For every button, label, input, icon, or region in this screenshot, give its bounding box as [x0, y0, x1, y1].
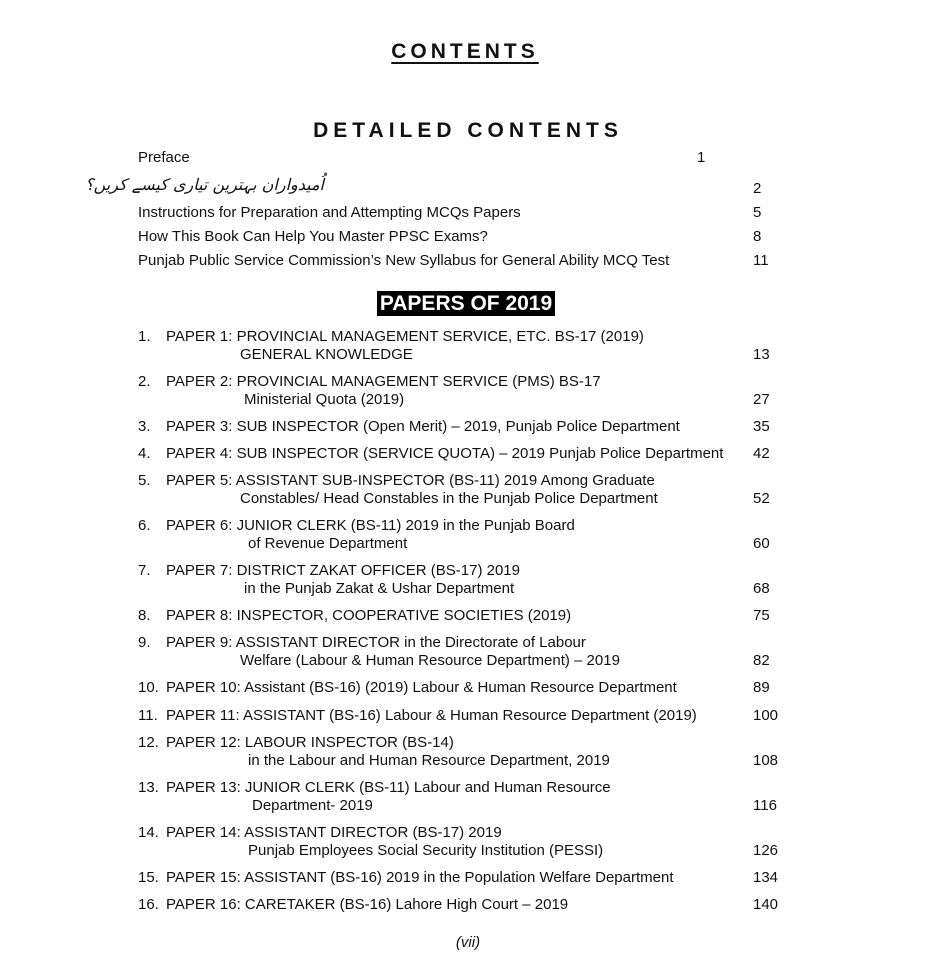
paper-title[interactable]: PAPER 15: ASSISTANT (BS-16) 2019 in the Population Welfare Department [166, 869, 674, 886]
paper-title[interactable]: PAPER 13: JUNIOR CLERK (BS-11) Labour and Human Resource [166, 779, 611, 796]
paper-number: 15. [138, 869, 159, 886]
paper-number: 11. [138, 707, 158, 724]
paper-number: 12. [138, 734, 159, 751]
contents-title [0, 40, 930, 64]
paper-page: 35 [753, 418, 770, 435]
papers-section-heading-text: PAPERS OF 2019 [377, 291, 555, 316]
paper-subtitle[interactable]: in the Labour and Human Resource Department, 2019 [248, 752, 610, 769]
paper-number: 9. [138, 634, 151, 651]
paper-page: 89 [753, 679, 770, 696]
paper-number: 3. [138, 418, 151, 435]
toc-entry-preface[interactable]: Preface [138, 149, 190, 166]
paper-title[interactable]: PAPER 2: PROVINCIAL MANAGEMENT SERVICE (PMS) BS-17 [166, 373, 601, 390]
paper-title[interactable]: PAPER 16: CARETAKER (BS-16) Lahore High Court – 2019 [166, 896, 569, 913]
paper-page: 126 [753, 842, 779, 859]
paper-title[interactable]: PAPER 4: SUB INSPECTOR (SERVICE QUOTA) – 2019 Punjab Police Department [166, 445, 724, 462]
paper-subtitle[interactable]: Punjab Employees Social Security Institution (PESSI) [248, 842, 604, 859]
paper-page: 60 [753, 535, 770, 552]
paper-title[interactable]: PAPER 11: ASSISTANT (BS-16) Labour & Human Resource Department (2019) [166, 707, 697, 724]
paper-page: 134 [753, 869, 779, 886]
paper-number: 5. [138, 472, 151, 489]
toc-page-instructions: 5 [753, 204, 762, 221]
paper-page: 116 [753, 797, 777, 814]
paper-page: 52 [753, 490, 770, 507]
paper-page: 13 [753, 346, 770, 363]
paper-subtitle[interactable]: in the Punjab Zakat & Ushar Department [244, 580, 515, 597]
paper-title[interactable]: PAPER 7: DISTRICT ZAKAT OFFICER (BS-17) 2019 [166, 562, 520, 579]
papers-section-heading [0, 292, 930, 316]
paper-title[interactable]: PAPER 10: Assistant (BS-16) (2019) Labour & Human Resource Department [166, 679, 677, 696]
paper-number: 2. [138, 373, 151, 390]
toc-entry-how-this-book[interactable]: How This Book Can Help You Master PPSC Exams? [138, 228, 488, 245]
paper-title[interactable]: PAPER 6: JUNIOR CLERK (BS-11) 2019 in the Punjab Board [166, 517, 575, 534]
paper-number: 6. [138, 517, 151, 534]
paper-page: 42 [753, 445, 770, 462]
detailed-contents-heading: DETAILED CONTENTS [313, 119, 623, 142]
toc-entry-urdu[interactable]: اُمیدواران بہترین تیاری کیسے کریں؟ [85, 175, 324, 194]
paper-page: 75 [753, 607, 770, 624]
paper-number: 16. [138, 896, 159, 913]
paper-page: 27 [753, 391, 770, 408]
paper-title[interactable]: PAPER 1: PROVINCIAL MANAGEMENT SERVICE, ETC. BS-17 (2019) [166, 328, 644, 345]
paper-subtitle[interactable]: Welfare (Labour & Human Resource Department) – 2019 [240, 652, 620, 669]
paper-page: 82 [753, 652, 770, 669]
paper-page: 68 [753, 580, 770, 597]
paper-title[interactable]: PAPER 12: LABOUR INSPECTOR (BS-14) [166, 734, 454, 751]
paper-number: 8. [138, 607, 151, 624]
paper-title[interactable]: PAPER 9: ASSISTANT DIRECTOR in the Directorate of Labour [166, 634, 586, 651]
contents-title-text: CONTENTS [391, 40, 539, 63]
paper-number: 14. [138, 824, 159, 841]
paper-page: 140 [753, 896, 779, 913]
paper-title[interactable]: PAPER 5: ASSISTANT SUB-INSPECTOR (BS-11) 2019 Among Graduate [166, 472, 655, 489]
paper-subtitle[interactable]: GENERAL KNOWLEDGE [240, 346, 413, 363]
toc-page-how-this-book: 8 [753, 228, 762, 245]
paper-title[interactable]: PAPER 14: ASSISTANT DIRECTOR (BS-17) 2019 [166, 824, 502, 841]
paper-subtitle[interactable]: Ministerial Quota (2019) [244, 391, 405, 408]
paper-subtitle[interactable]: Constables/ Head Constables in the Punjab Police Department [240, 490, 658, 507]
toc-entry-instructions[interactable]: Instructions for Preparation and Attempting MCQs Papers [138, 204, 521, 221]
paper-number: 13. [138, 779, 159, 796]
toc-page-urdu: 2 [753, 180, 762, 197]
paper-title[interactable]: PAPER 8: INSPECTOR, COOPERATIVE SOCIETIES (2019) [166, 607, 572, 624]
paper-subtitle[interactable]: Department- 2019 [252, 797, 373, 814]
page-number-footer: (vii) [455, 934, 481, 951]
paper-number: 7. [138, 562, 151, 579]
paper-number: 10. [138, 679, 159, 696]
paper-number: 4. [138, 445, 151, 462]
paper-title[interactable]: PAPER 3: SUB INSPECTOR (Open Merit) – 2019, Punjab Police Department [166, 418, 680, 435]
toc-entry-syllabus[interactable]: Punjab Public Service Commission’s New Syllabus for General Ability MCQ Test [138, 252, 670, 269]
paper-subtitle[interactable]: of Revenue Department [248, 535, 408, 552]
toc-page-syllabus: 11 [753, 252, 769, 269]
paper-number: 1. [138, 328, 151, 345]
paper-page: 108 [753, 752, 779, 769]
toc-page-preface: 1 [697, 149, 706, 166]
paper-page: 100 [753, 707, 779, 724]
